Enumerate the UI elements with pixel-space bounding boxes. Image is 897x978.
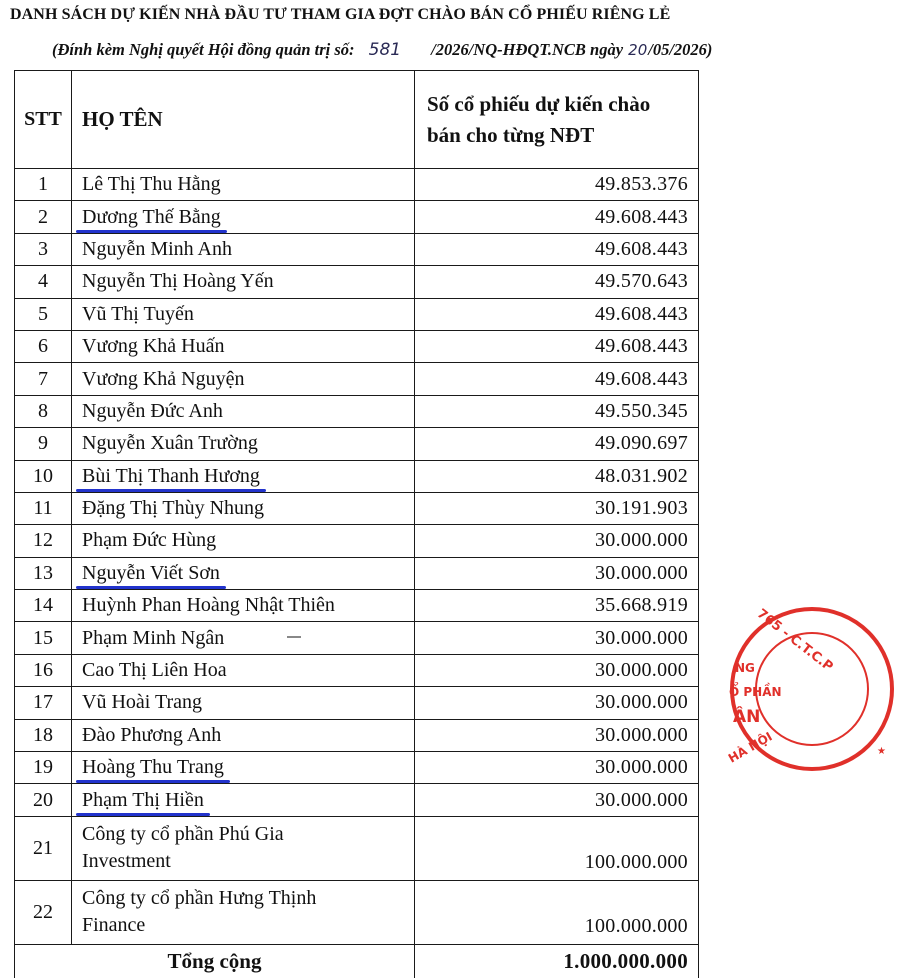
table-row xyxy=(15,816,699,880)
row-share-count: 30.000.000 xyxy=(415,752,699,784)
header-shares xyxy=(415,71,699,169)
row-investor-name xyxy=(72,752,415,784)
resolution-number: 581 xyxy=(363,40,407,60)
row-investor-name xyxy=(72,622,415,654)
row-stt: 11 xyxy=(15,492,72,524)
row-stt: 4 xyxy=(15,266,72,298)
row-stt: 20 xyxy=(15,784,72,816)
table-row xyxy=(15,590,699,622)
table-row xyxy=(15,201,699,233)
row-investor-name xyxy=(72,298,415,330)
row-share-count: 49.570.643 xyxy=(415,266,699,298)
row-investor-name xyxy=(72,363,415,395)
table-row xyxy=(15,266,699,298)
row-share-count: 30.000.000 xyxy=(415,622,699,654)
row-investor-name xyxy=(72,816,415,880)
row-share-count: 49.090.697 xyxy=(415,428,699,460)
investor-name: Nguyễn Đức Anh xyxy=(82,400,223,423)
row-share-count: 30.000.000 xyxy=(415,557,699,589)
investor-name: Vương Khả Nguyện xyxy=(82,368,245,391)
row-share-count: 30.000.000 xyxy=(415,654,699,686)
table-row xyxy=(15,525,699,557)
row-stt: 22 xyxy=(15,880,72,944)
header-stt: STT xyxy=(15,71,72,169)
investor-name: Vương Khả Huấn xyxy=(82,335,225,358)
stamp-text-top: 765 - C.T.C.P xyxy=(754,606,836,674)
subtitle-prefix: (Đính kèm Nghị quyết Hội đồng quản trị số: xyxy=(52,40,355,59)
investor-name: Lê Thị Thu Hằng xyxy=(82,173,221,196)
row-share-count: 49.608.443 xyxy=(415,233,699,265)
row-share-count: 49.608.443 xyxy=(415,330,699,362)
row-stt: 18 xyxy=(15,719,72,751)
row-investor-name xyxy=(72,719,415,751)
table-body xyxy=(15,169,699,978)
row-investor-name xyxy=(72,169,415,201)
row-share-count: 49.550.345 xyxy=(415,395,699,427)
row-stt: 17 xyxy=(15,687,72,719)
row-share-count: 30.000.000 xyxy=(415,687,699,719)
stamp-star-icon: ★ xyxy=(877,746,886,757)
row-share-count: 35.668.919 xyxy=(415,590,699,622)
table-row xyxy=(15,622,699,654)
investor-name: Hoàng Thu Trang xyxy=(82,756,224,779)
header-shares-line1: Số cổ phiếu dự kiến chào xyxy=(427,92,650,116)
date-day: 20 xyxy=(627,41,648,59)
row-share-count: 48.031.902 xyxy=(415,460,699,492)
row-stt: 16 xyxy=(15,654,72,686)
row-share-count: 30.191.903 xyxy=(415,492,699,524)
row-stt: 1 xyxy=(15,169,72,201)
table-header-row xyxy=(15,71,699,169)
table-row xyxy=(15,330,699,362)
investor-name: Dương Thế Bằng xyxy=(82,206,221,229)
total-row xyxy=(15,944,699,978)
investor-name-line2: Investment xyxy=(82,848,171,875)
pen-stray-mark xyxy=(287,636,301,638)
investor-name-line1: Công ty cổ phần Hưng Thịnh xyxy=(82,885,316,912)
row-stt: 9 xyxy=(15,428,72,460)
table-row xyxy=(15,169,699,201)
row-investor-name xyxy=(72,460,415,492)
row-investor-name xyxy=(72,784,415,816)
row-investor-name xyxy=(72,266,415,298)
row-investor-name xyxy=(72,687,415,719)
row-investor-name xyxy=(72,330,415,362)
table-row xyxy=(15,492,699,524)
stamp-line1: NG xyxy=(735,661,755,675)
investor-name: Nguyễn Minh Anh xyxy=(82,238,232,261)
row-investor-name xyxy=(72,525,415,557)
table-row xyxy=(15,752,699,784)
row-stt: 8 xyxy=(15,395,72,427)
investor-name: Phạm Thị Hiền xyxy=(82,789,204,812)
table-row xyxy=(15,363,699,395)
table-row xyxy=(15,460,699,492)
row-investor-name xyxy=(72,654,415,686)
investor-name: Vũ Thị Tuyến xyxy=(82,303,194,326)
row-stt: 2 xyxy=(15,201,72,233)
investor-name: Bùi Thị Thanh Hương xyxy=(82,465,260,488)
row-investor-name xyxy=(72,395,415,427)
row-stt: 10 xyxy=(15,460,72,492)
investor-name-line2: Finance xyxy=(82,912,145,939)
total-label: Tổng cộng xyxy=(15,944,415,978)
row-stt: 19 xyxy=(15,752,72,784)
header-name: HỌ TÊN xyxy=(72,71,415,169)
stamp-line4: HÀ NỘI xyxy=(725,728,774,765)
row-share-count: 30.000.000 xyxy=(415,525,699,557)
row-investor-name xyxy=(72,233,415,265)
row-share-count: 30.000.000 xyxy=(415,784,699,816)
row-share-count: 49.608.443 xyxy=(415,201,699,233)
subtitle-suffix: /05/2026) xyxy=(648,40,712,59)
row-investor-name xyxy=(72,201,415,233)
table-row xyxy=(15,233,699,265)
investor-name: Nguyễn Thị Hoàng Yến xyxy=(82,270,274,293)
investor-table xyxy=(14,70,699,978)
subtitle-mid: /2026/NQ-HĐQT.NCB ngày xyxy=(431,40,623,59)
investor-name: Huỳnh Phan Hoàng Nhật Thiên xyxy=(82,594,335,617)
row-share-count: 100.000.000 xyxy=(415,816,699,880)
table-row xyxy=(15,654,699,686)
row-share-count: 49.608.443 xyxy=(415,298,699,330)
table-row xyxy=(15,719,699,751)
table-row xyxy=(15,557,699,589)
investor-name: Vũ Hoài Trang xyxy=(82,691,202,714)
investor-name-line1: Công ty cổ phần Phú Gia xyxy=(82,821,284,848)
table-row xyxy=(15,395,699,427)
row-share-count: 49.853.376 xyxy=(415,169,699,201)
row-stt: 7 xyxy=(15,363,72,395)
header-shares-line2: bán cho từng NĐT xyxy=(427,123,594,147)
table-row xyxy=(15,298,699,330)
row-investor-name xyxy=(72,880,415,944)
table-row xyxy=(15,784,699,816)
company-seal-stamp xyxy=(727,604,897,774)
investor-name: Nguyễn Viết Sơn xyxy=(82,562,220,585)
investor-name: Đào Phương Anh xyxy=(82,724,221,747)
investor-name: Đặng Thị Thùy Nhung xyxy=(82,497,264,520)
document-subtitle xyxy=(52,40,792,60)
row-stt: 21 xyxy=(15,816,72,880)
investor-name: Cao Thị Liên Hoa xyxy=(82,659,227,682)
row-stt: 6 xyxy=(15,330,72,362)
document-title: DANH SÁCH DỰ KIẾN NHÀ ĐẦU TƯ THAM GIA ĐỢT CHÀO BÁN CỔ PHIẾU RIÊNG LẺ xyxy=(10,6,800,24)
investor-name: Phạm Đức Hùng xyxy=(82,529,216,552)
row-investor-name xyxy=(72,492,415,524)
row-stt: 12 xyxy=(15,525,72,557)
table-row xyxy=(15,880,699,944)
row-stt: 14 xyxy=(15,590,72,622)
row-stt: 3 xyxy=(15,233,72,265)
row-investor-name xyxy=(72,557,415,589)
table-row xyxy=(15,428,699,460)
row-stt: 15 xyxy=(15,622,72,654)
row-share-count: 49.608.443 xyxy=(415,363,699,395)
row-investor-name xyxy=(72,590,415,622)
row-stt: 13 xyxy=(15,557,72,589)
investor-name: Phạm Minh Ngân xyxy=(82,627,224,650)
total-value: 1.000.000.000 xyxy=(415,944,699,978)
row-investor-name xyxy=(72,428,415,460)
row-share-count: 30.000.000 xyxy=(415,719,699,751)
row-share-count: 100.000.000 xyxy=(415,880,699,944)
table-row xyxy=(15,687,699,719)
row-stt: 5 xyxy=(15,298,72,330)
investor-name: Nguyễn Xuân Trường xyxy=(82,432,258,455)
stamp-line3: ÂN xyxy=(733,705,760,727)
stamp-line2: Ổ PHẦN xyxy=(729,682,782,699)
